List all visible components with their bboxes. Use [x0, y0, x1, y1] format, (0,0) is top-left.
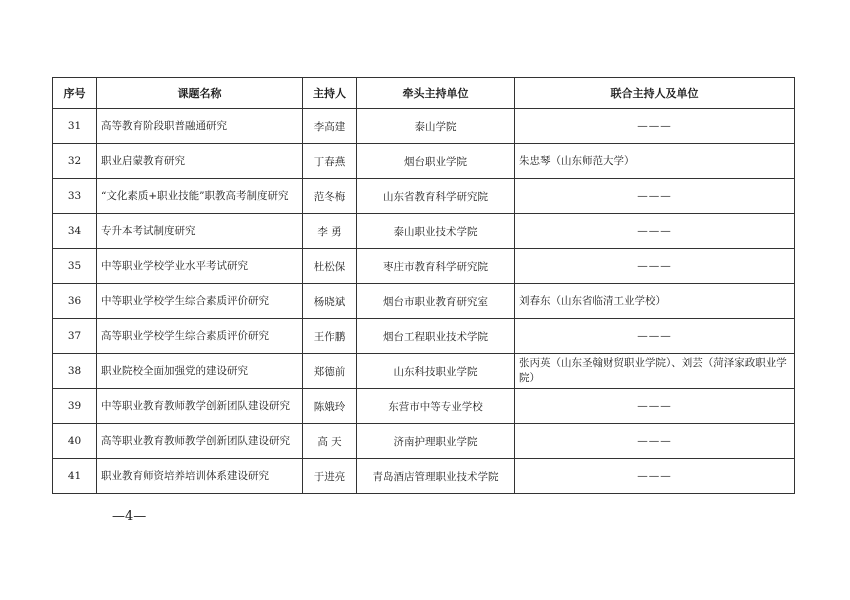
row-host: 于进亮	[303, 459, 357, 494]
research-topics-table	[52, 77, 795, 494]
row-joint: ———	[515, 389, 795, 424]
row-number: 36	[53, 284, 97, 319]
row-host: 郑德前	[303, 354, 357, 389]
header-joint: 联合主持人及单位	[515, 78, 795, 109]
row-number: 32	[53, 144, 97, 179]
row-title: 高等职业学校学生综合素质评价研究	[97, 319, 303, 354]
row-title: 专升本考试制度研究	[97, 214, 303, 249]
row-unit: 济南护理职业学院	[357, 424, 515, 459]
row-unit: 泰山职业技术学院	[357, 214, 515, 249]
row-number: 37	[53, 319, 97, 354]
row-title: 高等职业教育教师教学创新团队建设研究	[97, 424, 303, 459]
row-title: “文化素质+职业技能”职教高考制度研究	[97, 179, 303, 214]
row-title: 中等职业学校学业水平考试研究	[97, 249, 303, 284]
table-row	[53, 354, 795, 389]
row-joint: ———	[515, 319, 795, 354]
row-host: 李 勇	[303, 214, 357, 249]
row-number: 40	[53, 424, 97, 459]
row-unit: 烟台市职业教育研究室	[357, 284, 515, 319]
row-title: 职业院校全面加强党的建设研究	[97, 354, 303, 389]
row-host: 杨晓斌	[303, 284, 357, 319]
row-number: 34	[53, 214, 97, 249]
row-joint: 刘春东（山东省临清工业学校）	[515, 284, 795, 319]
row-unit: 枣庄市教育科学研究院	[357, 249, 515, 284]
row-joint: ———	[515, 249, 795, 284]
row-unit: 泰山学院	[357, 109, 515, 144]
row-host: 王作鹏	[303, 319, 357, 354]
row-host: 李高建	[303, 109, 357, 144]
row-unit: 烟台职业学院	[357, 144, 515, 179]
header-host: 主持人	[303, 78, 357, 109]
row-title: 中等职业学校学生综合素质评价研究	[97, 284, 303, 319]
row-title: 职业教育师资培养培训体系建设研究	[97, 459, 303, 494]
row-joint: ———	[515, 459, 795, 494]
row-joint: 朱忠琴（山东师范大学）	[515, 144, 795, 179]
table-row	[53, 109, 795, 144]
row-number: 38	[53, 354, 97, 389]
table-row	[53, 319, 795, 354]
row-unit: 东营市中等专业学校	[357, 389, 515, 424]
row-joint: ———	[515, 179, 795, 214]
row-joint: 张丙英（山东圣翰财贸职业学院）、刘芸（菏泽家政职业学院）	[515, 354, 795, 389]
table-header-row	[53, 78, 795, 109]
row-number: 31	[53, 109, 97, 144]
row-title: 高等教育阶段职普融通研究	[97, 109, 303, 144]
row-number: 35	[53, 249, 97, 284]
row-number: 33	[53, 179, 97, 214]
table-row	[53, 249, 795, 284]
row-title: 中等职业教育教师教学创新团队建设研究	[97, 389, 303, 424]
table-row	[53, 214, 795, 249]
row-unit: 青岛酒店管理职业技术学院	[357, 459, 515, 494]
row-unit: 山东科技职业学院	[357, 354, 515, 389]
header-unit: 牵头主持单位	[357, 78, 515, 109]
row-unit: 烟台工程职业技术学院	[357, 319, 515, 354]
table-row	[53, 284, 795, 319]
header-title: 课题名称	[97, 78, 303, 109]
row-joint: ———	[515, 109, 795, 144]
table-row	[53, 144, 795, 179]
row-joint: ———	[515, 424, 795, 459]
row-number: 41	[53, 459, 97, 494]
row-joint: ———	[515, 214, 795, 249]
table-row	[53, 459, 795, 494]
row-host: 高 天	[303, 424, 357, 459]
table-body	[53, 109, 795, 494]
header-no: 序号	[53, 78, 97, 109]
row-host: 丁春燕	[303, 144, 357, 179]
row-host: 范冬梅	[303, 179, 357, 214]
row-host: 陈娥玲	[303, 389, 357, 424]
page-number: —4—	[112, 509, 147, 524]
table-row	[53, 389, 795, 424]
row-number: 39	[53, 389, 97, 424]
table-row	[53, 424, 795, 459]
row-title: 职业启蒙教育研究	[97, 144, 303, 179]
table-row	[53, 179, 795, 214]
row-unit: 山东省教育科学研究院	[357, 179, 515, 214]
row-host: 杜松保	[303, 249, 357, 284]
